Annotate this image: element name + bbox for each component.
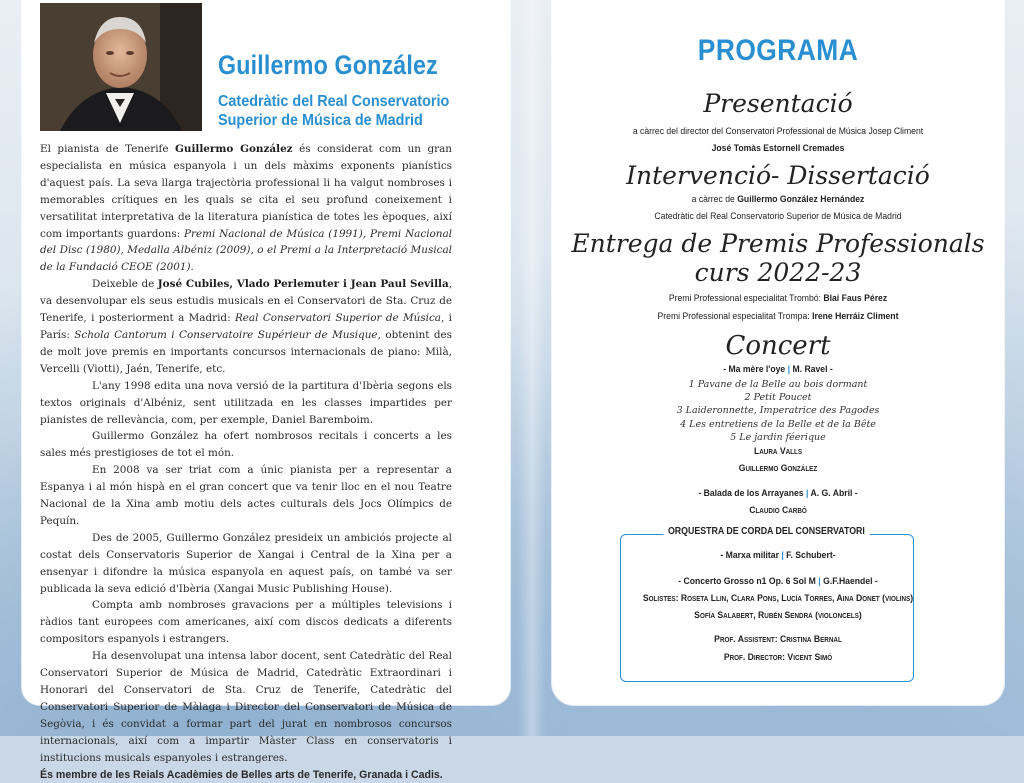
prize-trombone xyxy=(575,293,982,304)
intervencio-speaker: Guillermo González Hernández xyxy=(737,194,865,205)
piece-composer: F. Schubert- xyxy=(786,550,836,561)
artist-title-line-2: Superior de Música de Madrid xyxy=(218,112,423,129)
bio-italic-text: Premi Nacional de Música (1991), Premi Nacional del Disc (1980), Medalla Albéniz (2009), o el Premi a la Interpretació Musical de la Fundació CEOE (2001). xyxy=(40,227,452,274)
bio-text: és considerat com un gran especialista en música espanyola i un dels màxims exponents pianístics d'aquest país. La seva llarga trajectòria professional li ha valgut nombroses i memorables crítiques en les quals se cita el seu profund coneixement i versatilitat interpretativa de la literatura pianística de totes les èpoques, així com importants guardons: xyxy=(40,143,452,240)
prize-horn-label: Premi Professional especialitat Trompa: xyxy=(657,311,813,322)
orchestra-piece-2 xyxy=(575,576,982,587)
artist-title-line-1: Catedràtic del Real Conservatorio xyxy=(218,93,450,110)
director-teacher: Prof. Director: Vicent Simó xyxy=(723,652,833,663)
performer-2: Guillermo González xyxy=(738,463,818,474)
prize-horn xyxy=(575,311,982,322)
portrait-photo xyxy=(40,3,202,131)
bio-paragraph-8: Ha desenvolupat una intensa labor docent, sent Catedràtic del Real Conservatori Superior de Música de Madrid, Catedràtic Extraordinari i Honorari del Conservatori de Sta. Cruz de Tenerife, Catedràtic del Conservatori Superior de Màlaga i Director del Conservatori de Música de Segòvia, i és convidat a formar part del jurat en nombrosos concursos internacionals, així com a impartir Màster Class en conservatoris i institucions musicals espanyoles i estrangeres. xyxy=(40,650,452,764)
assistant-teacher: Prof. Assistent: Cristina Bernal xyxy=(714,634,842,645)
intervencio-line-1-prefix: a càrrec de xyxy=(691,194,738,205)
concert-piece-1 xyxy=(575,364,982,375)
bio-italic-text: Real Conservatori Superior de Música xyxy=(234,312,441,325)
intervencio-line-2: Catedràtic del Real Conservatorio Superior de Música de Madrid xyxy=(654,211,902,222)
bio-bold-text: José Cubiles, Vlado Perlemuter i Jean Paul Sevilla xyxy=(157,278,449,291)
orchestra-piece-1 xyxy=(575,550,982,561)
bio-paragraph-3: L'any 1998 edita una nova versió de la partitura d'Ibèria segons els textos originals d'Albéniz, sent utilitzada en les classes impartides per pianistes de rellevància, com, per exemple, Daniel Baremboim. xyxy=(40,379,452,426)
prize-horn-winner: Irene Herráiz Climent xyxy=(812,311,899,322)
concert-piece-2 xyxy=(575,488,982,499)
bio-paragraph-1 xyxy=(40,141,452,276)
piece-composer: G.F.Haendel - xyxy=(823,576,878,587)
prize-trombone-label: Premi Professional especialitat Trombó: xyxy=(668,293,824,304)
prize-trombone-winner: Blai Faus Pérez xyxy=(823,293,888,304)
presentacio-line-1: a càrrec del director del Conservatori Professional de Música Josep Climent xyxy=(632,126,924,137)
piece-composer: M. Ravel - xyxy=(792,364,833,375)
bio-paragraph-9: És membre de les Reials Acadèmies de Belles arts de Tenerife, Granada i Cadis. xyxy=(40,768,443,781)
bio-text: Deixeble de xyxy=(92,278,158,291)
intervencio-heading: Intervenció- Dissertació xyxy=(626,161,930,190)
bio-paragraph-5: En 2008 va ser triat com a únic pianista per a representar a Espanya i al món hispà en el gran concert que va tenir lloc en el nou Teatre Nacional de la Xina amb motiu dels actes culturals dels Jocs Olímpics de Pequín. xyxy=(40,464,452,527)
piece-title: - Concerto Grosso n1 Op. 6 Sol M xyxy=(678,576,816,587)
movement-item: 5 Le jardin féerique xyxy=(730,431,826,443)
soloists-cellos: Sofía Salabert, Rubén Sendra (violoncels) xyxy=(694,610,862,621)
piece-title: - Marxa militar xyxy=(720,550,779,561)
biography xyxy=(40,141,452,783)
piece-title: - Balada de los Arrayanes xyxy=(698,488,804,499)
bio-paragraph-2 xyxy=(40,276,452,377)
entrega-heading-line-2: curs 2022-23 xyxy=(694,258,862,287)
piece-composer: A. G. Abril - xyxy=(810,488,858,499)
program-title: PROGRAMA xyxy=(697,34,859,67)
movement-item: 2 Petit Poucet xyxy=(744,392,812,404)
artist-name: Guillermo González xyxy=(218,50,438,80)
separator: | xyxy=(787,364,791,375)
movement-list xyxy=(552,378,1004,444)
piece-title: - Ma mère l'oye xyxy=(723,364,786,375)
movement-item: 3 Laideronnette, Imperatrice des Pagodes xyxy=(676,405,880,417)
performer-3: Claudio Carbó xyxy=(749,505,807,516)
concert-heading: Concert xyxy=(725,331,831,361)
orchestra-title-text: ORQUESTRA DE CORDA DEL CONSERVATORI xyxy=(663,526,869,537)
orchestra-title xyxy=(616,526,916,537)
separator: | xyxy=(818,576,821,587)
bio-paragraph-7: Compta amb nombroses gravacions per a múltiples televisions i ràdios tant europees com americanes, així com discos dedicats a diferents compositors espanyols i estrangers. xyxy=(40,599,452,646)
bio-paragraph-4: Guillermo González ha ofert nombrosos recitals i concerts a les sales més prestigioses de tot el món. xyxy=(40,430,452,460)
entrega-heading xyxy=(552,229,1004,287)
presentacio-heading: Presentació xyxy=(703,89,853,118)
bio-paragraph-6: Des de 2005, Guillermo González presideix un ambiciós projecte al costat dels Conservatoris Superior de Xangai i Central de la Xina per a ensenyar i difondre la música espanyola en aquest país, on també va ser publicada la seva edició d'Ibèria (Xangai Music Publishing House). xyxy=(40,531,452,595)
movement-item: 1 Pavane de la Belle au bois dormant xyxy=(688,379,868,390)
movement-item: 4 Les entretiens de la Belle et de la Bête xyxy=(680,418,876,430)
bio-text: , i París: xyxy=(40,312,452,341)
soloists-violins: Solistes: Roseta Llin, Clara Pons, Lucía Torres, Aina Donet (violins) xyxy=(642,593,914,604)
page-fold xyxy=(518,0,546,736)
intervencio-line-1 xyxy=(575,194,982,205)
bio-text: , va desenvolupar els seus estudis musicals en el Conservatori de Sta. Cruz de Tenerife, i posteriorment a Madrid: xyxy=(40,278,453,325)
presentacio-line-2: José Tomàs Estornell Cremades xyxy=(711,143,845,154)
separator: | xyxy=(781,550,784,561)
bio-text: El pianista de Tenerife xyxy=(40,143,176,155)
performer-1: Laura Valls xyxy=(753,446,803,457)
entrega-heading-line-1: Entrega de Premis Professionals xyxy=(571,229,985,258)
bio-text: , obtenint des de molt jove premis en importants concursos internacionals de piano: Milà, Vercelli (Viotti), Jaén, Tenerife, etc. xyxy=(40,328,452,375)
bio-italic-text: Schola Cantorum i Conservatoire Supérieur de Musique xyxy=(74,328,378,341)
bio-bold-text: Guillermo González xyxy=(175,143,293,155)
artist-title xyxy=(218,92,449,130)
separator: | xyxy=(805,488,809,499)
